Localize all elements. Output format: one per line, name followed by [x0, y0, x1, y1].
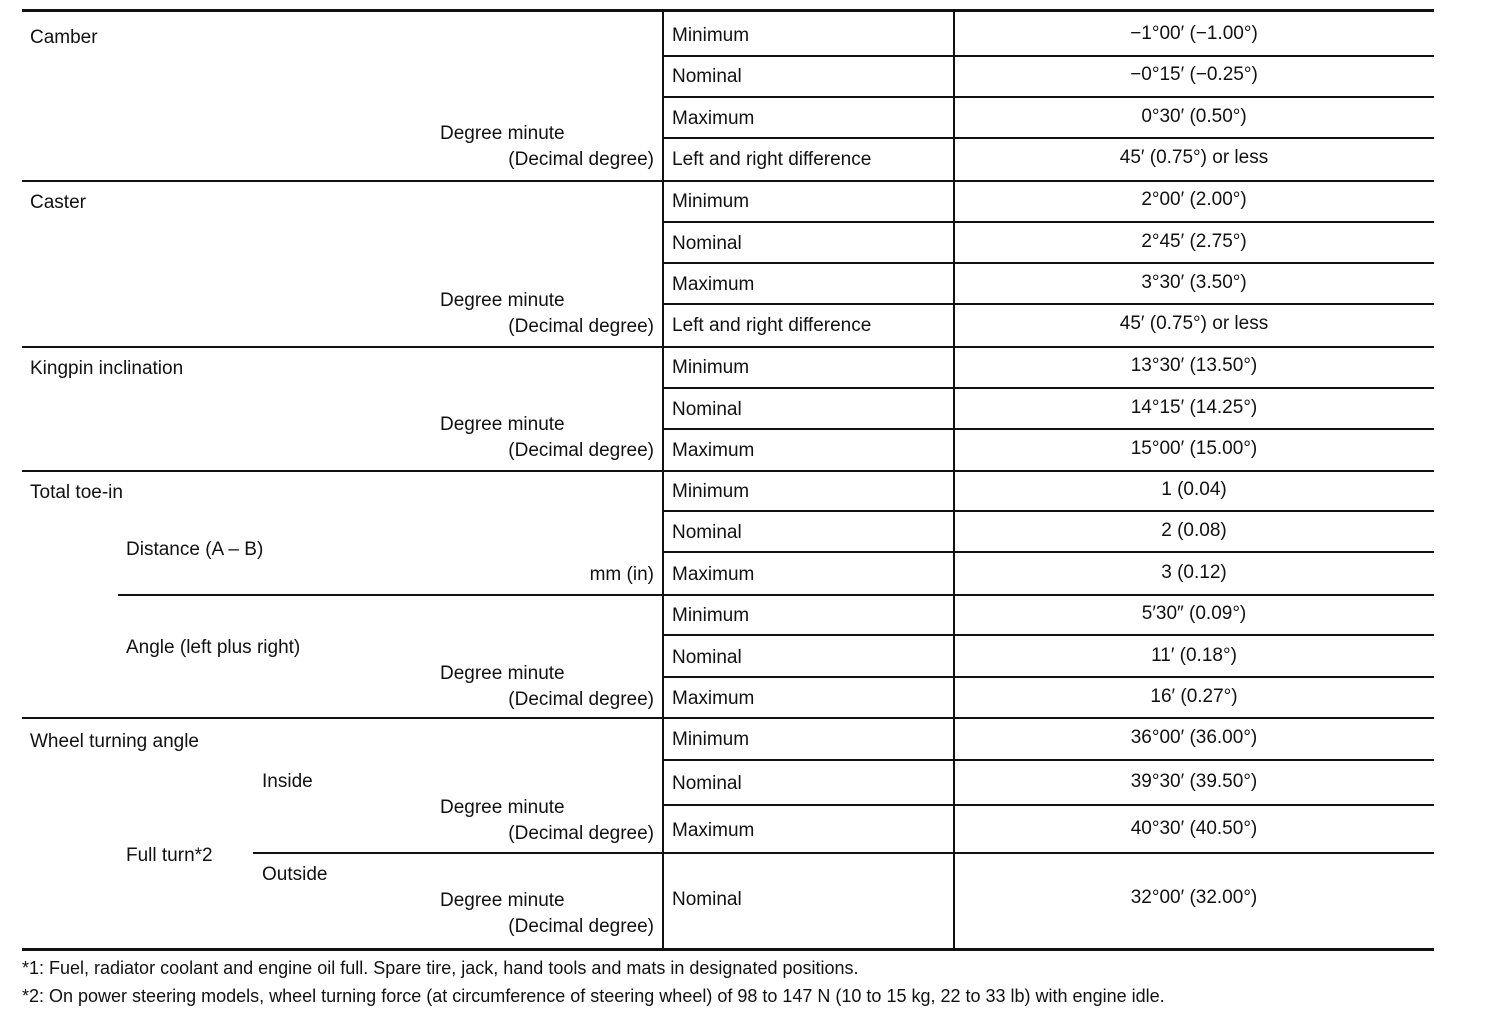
unit-label: (Decimal degree): [508, 316, 654, 337]
row-rule: [664, 221, 1434, 223]
section-rule: [22, 346, 1434, 348]
row-value: 0°30′ (0.50°): [1141, 106, 1247, 127]
unit-label: (Decimal degree): [508, 689, 654, 710]
subsection-label-inside: Inside: [262, 771, 313, 792]
unit-label: (Decimal degree): [508, 916, 654, 937]
unit-label: Degree minute: [440, 797, 565, 818]
row-label: Maximum: [672, 108, 755, 129]
row-rule: [664, 676, 1434, 678]
section-title-camber: Camber: [30, 27, 98, 48]
row-label: Maximum: [672, 820, 755, 841]
row-label: Maximum: [672, 274, 755, 295]
row-value: 2 (0.08): [1161, 520, 1227, 541]
row-value: −1°00′ (−1.00°): [1130, 23, 1258, 44]
unit-label: mm (in): [589, 564, 654, 585]
row-label: Maximum: [672, 564, 755, 585]
row-rule: [664, 634, 1434, 636]
section-rule: [22, 717, 1434, 719]
row-value: 5′30″ (0.09°): [1141, 603, 1247, 624]
row-value: 13°30′ (13.50°): [1130, 355, 1258, 376]
row-label: Nominal: [672, 522, 742, 543]
row-label: Left and right difference: [672, 315, 872, 336]
table-top-rule: [22, 9, 1434, 12]
subsection-rule: [118, 594, 1434, 596]
row-value: 1 (0.04): [1161, 479, 1227, 500]
unit-label: (Decimal degree): [508, 440, 654, 461]
row-rule: [664, 510, 1434, 512]
row-label: Minimum: [672, 729, 750, 750]
row-value: 2°00′ (2.00°): [1141, 189, 1247, 210]
subsection-rule: [253, 852, 1434, 854]
section-rule: [22, 180, 1434, 182]
row-rule: [664, 551, 1434, 553]
row-rule: [664, 428, 1434, 430]
row-value: 2°45′ (2.75°): [1141, 231, 1247, 252]
row-value: 39°30′ (39.50°): [1130, 771, 1258, 792]
row-value: 45′ (0.75°) or less: [1119, 147, 1269, 168]
full-turn-label: Full turn*2: [126, 845, 213, 866]
row-rule: [664, 387, 1434, 389]
row-rule: [664, 96, 1434, 98]
row-value: 14°15′ (14.25°): [1130, 397, 1258, 418]
row-label: Left and right difference: [672, 149, 872, 170]
footnote-1: *1: Fuel, radiator coolant and engine oil full. Spare tire, jack, hand tools and mats in designated positions.: [22, 958, 859, 978]
unit-label: (Decimal degree): [508, 149, 654, 170]
row-label: Minimum: [672, 25, 750, 46]
row-rule: [664, 262, 1434, 264]
row-label: Nominal: [672, 773, 742, 794]
row-rule: [664, 137, 1434, 139]
unit-label: Degree minute: [440, 414, 565, 435]
subsection-label-angle: Angle (left plus right): [126, 637, 301, 658]
subsection-label-outside: Outside: [262, 864, 328, 885]
row-value: 15°00′ (15.00°): [1130, 438, 1258, 459]
section-title-wheel: Wheel turning angle: [30, 731, 199, 752]
table-bottom-rule: [22, 948, 1434, 951]
row-value: 11′ (0.18°): [1151, 645, 1237, 666]
row-value: 36°00′ (36.00°): [1130, 727, 1258, 748]
footnote-2: *2: On power steering models, wheel turning force (at circumference of steering wheel) of 98 to 147 N (10 to 15 kg, 22 to 33 lb) with engine idle.: [22, 986, 1165, 1006]
row-value: 16′ (0.27°): [1150, 686, 1238, 707]
unit-label: (Decimal degree): [508, 823, 654, 844]
row-value: 45′ (0.75°) or less: [1119, 313, 1269, 334]
row-label: Maximum: [672, 688, 755, 709]
row-label: Nominal: [672, 647, 742, 668]
row-label: Minimum: [672, 191, 750, 212]
row-label: Nominal: [672, 66, 742, 87]
unit-label: Degree minute: [440, 290, 565, 311]
row-label: Nominal: [672, 889, 742, 910]
row-rule: [664, 303, 1434, 305]
section-rule: [22, 470, 1434, 472]
row-rule: [664, 55, 1434, 57]
row-value: 32°00′ (32.00°): [1130, 887, 1258, 908]
row-rule: [664, 759, 1434, 761]
row-value: 3 (0.12): [1161, 562, 1227, 583]
row-value: 3°30′ (3.50°): [1141, 272, 1247, 293]
unit-label: Degree minute: [440, 663, 565, 684]
section-title-caster: Caster: [30, 192, 86, 213]
unit-label: Degree minute: [440, 890, 565, 911]
row-value: −0°15′ (−0.25°): [1130, 64, 1258, 85]
section-title-toe: Total toe-in: [30, 482, 123, 503]
row-rule: [664, 804, 1434, 806]
row-label: Minimum: [672, 605, 750, 626]
column-rule: [662, 11, 664, 949]
section-title-kingpin: Kingpin inclination: [30, 358, 184, 379]
row-label: Minimum: [672, 481, 750, 502]
subsection-label-distance: Distance (A – B): [126, 539, 264, 560]
row-label: Nominal: [672, 399, 742, 420]
row-label: Maximum: [672, 440, 755, 461]
unit-label: Degree minute: [440, 123, 565, 144]
row-label: Nominal: [672, 233, 742, 254]
row-label: Minimum: [672, 357, 750, 378]
row-value: 40°30′ (40.50°): [1130, 818, 1258, 839]
